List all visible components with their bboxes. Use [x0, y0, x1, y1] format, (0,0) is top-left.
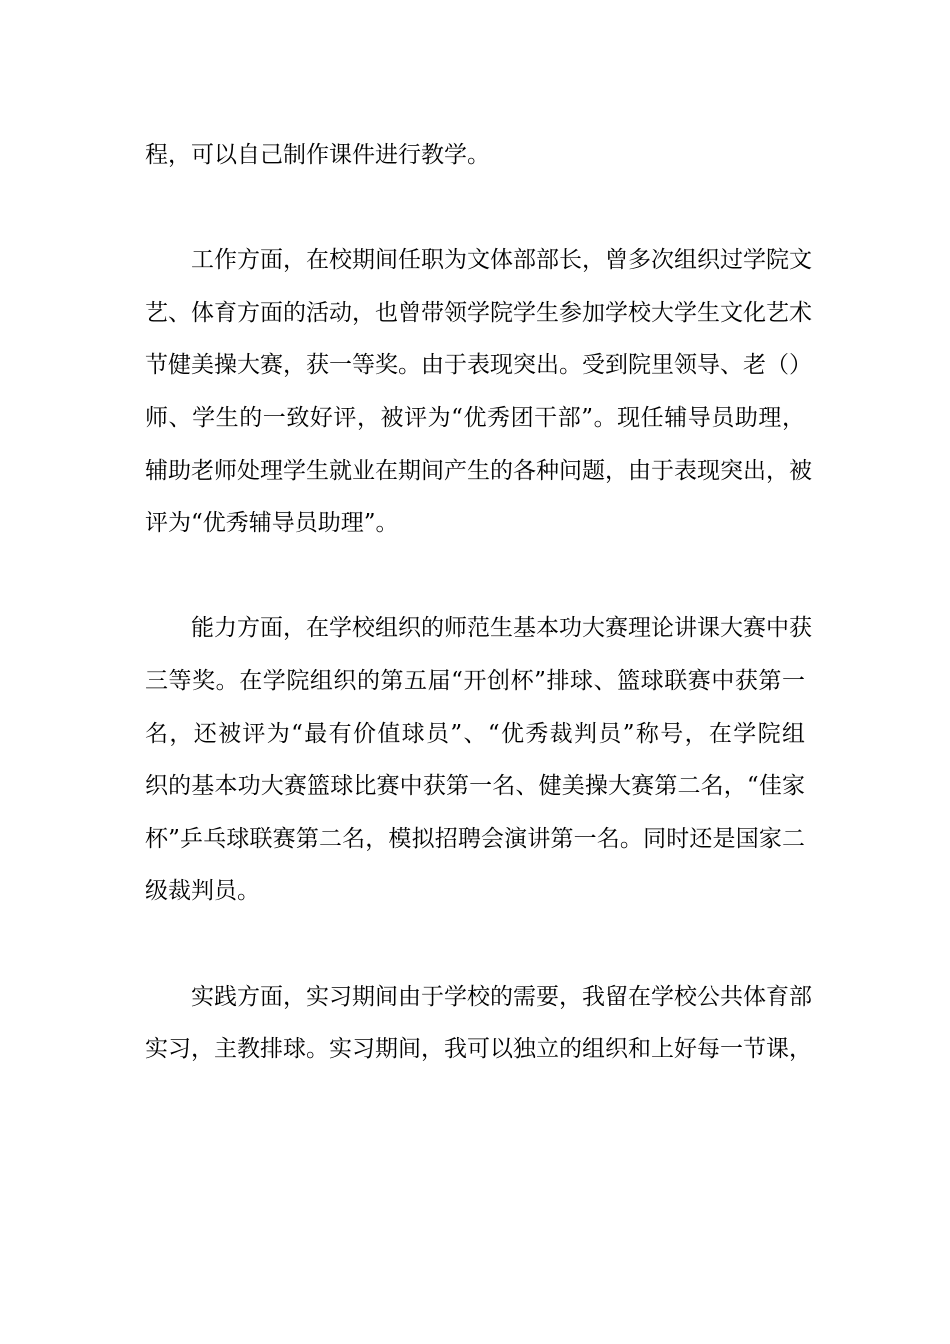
text-line: 能力方面，在学校组织的师范生基本功大赛理论讲课大赛中获	[191, 615, 812, 642]
blank-line	[145, 182, 805, 235]
blank-line	[145, 550, 805, 603]
text-line: 名，还被评为“最有价值球员”、“优秀裁判员”称号，在学院组	[145, 720, 805, 747]
text-line: 三等奖。在学院组织的第五届“开创杯”排球、篮球联赛中获第一	[145, 667, 805, 694]
text-line: 评为“优秀辅导员助理”。	[145, 510, 399, 537]
text-line: 织的基本功大赛篮球比赛中获第一名、健美操大赛第二名，“佳家	[145, 773, 805, 800]
blank-line	[145, 918, 805, 971]
text-line: 辅助老师处理学生就业在期间产生的各种问题，由于表现突出，被	[145, 457, 812, 484]
text-line: 杯”乒乓球联赛第二名，模拟招聘会演讲第一名。同时还是国家二	[145, 825, 805, 852]
text-line: 节健美操大赛，获一等奖。由于表现突出。受到院里领导、老（）	[145, 352, 812, 379]
text-line: 实习，主教排球。实习期间，我可以独立的组织和上好每一节课，	[145, 1036, 812, 1063]
body-text	[145, 129, 812, 1076]
text-line: 艺、体育方面的活动，也曾带领学院学生参加学校大学生文化艺术	[145, 299, 812, 326]
text-line: 程，可以自己制作课件进行教学。	[145, 142, 490, 168]
text-line: 实践方面，实习期间由于学校的需要，我留在学校公共体育部	[191, 983, 812, 1010]
text-line: 师、学生的一致好评，被评为“优秀团干部”。现任辅导员助理，	[145, 404, 805, 431]
text-line: 工作方面，在校期间任职为文体部部长，曾多次组织过学院文	[191, 247, 812, 274]
text-line: 级裁判员。	[145, 878, 260, 905]
